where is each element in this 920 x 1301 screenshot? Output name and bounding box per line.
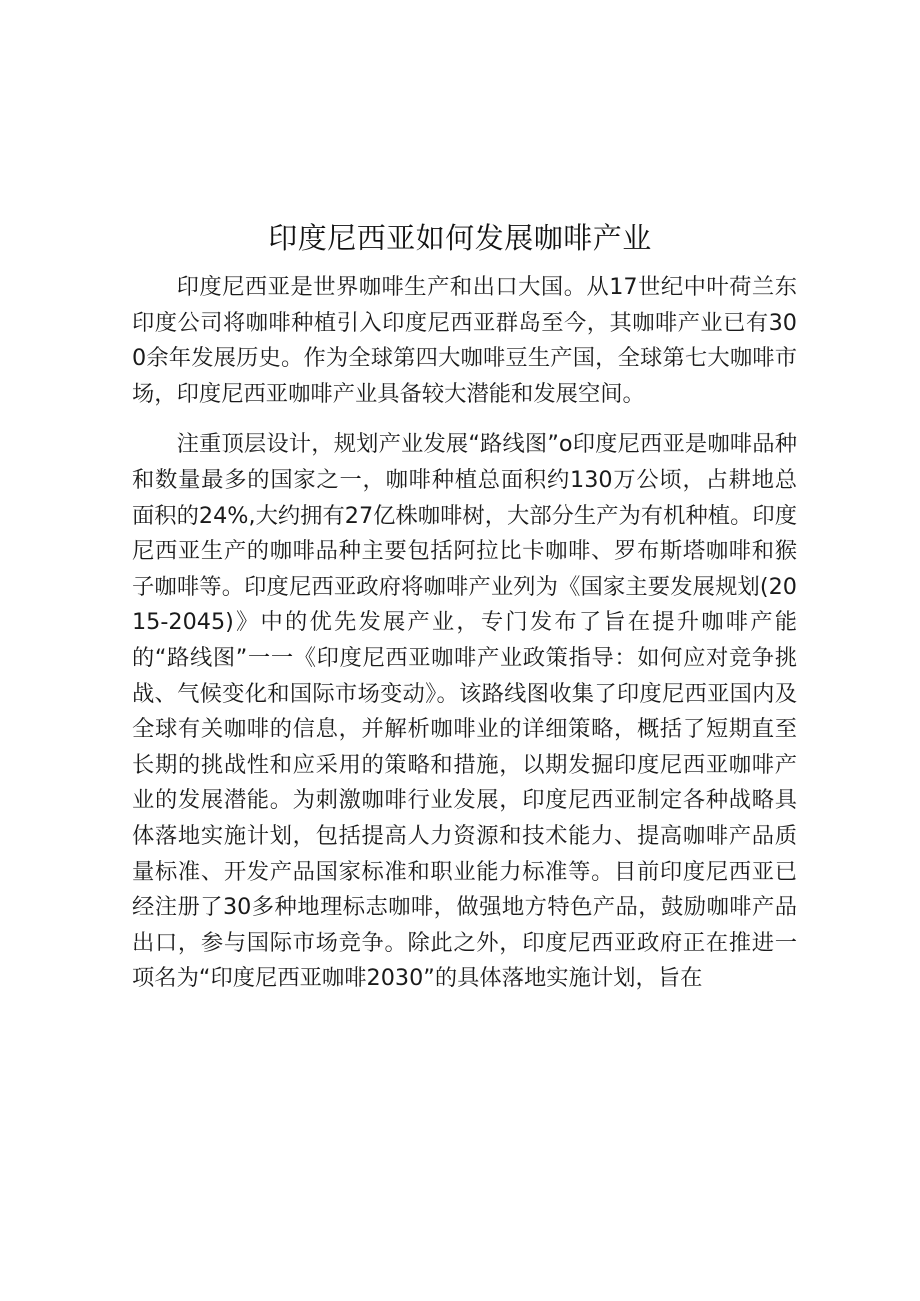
paragraph-top-level-design: 注重顶层设计，规划产业发展“路线图”o印度尼西亚是咖啡品种和数量最多的国家之一，咖啡种植总面积约130万公顷，占耕地总面积的24%,大约拥有27亿株咖啡树，大部分生产为有机种植。印度尼西亚生产的咖啡品种主要包括阿拉比卡咖啡、罗布斯塔咖啡和猴子咖啡等。印度尼西亚政府将咖啡产业列为《国家主要发展规划(2015-2045)》中的优先发展产业，专门发布了旨在提升咖啡产能的“路线图”一一《印度尼西亚咖啡产业政策指导：如何应对竞争挑战、气候变化和国际市场变动》。该路线图收集了印度尼西亚国内及全球有关咖啡的信息，并解析咖啡业的详细策略，概括了短期直至长期的挑战性和应采用的策略和措施，以期发掘印度尼西亚咖啡产业的发展潜能。为刺激咖啡行业发展，印度尼西亚制定各种战略具体落地实施计划，包括提高人力资源和技术能力、提高咖啡产品质量标准、开发产品国家标准和职业能力标准等。目前印度尼西亚已经注册了30多种地理标志咖啡，做强地方特色产品，鼓励咖啡产品出口，参与国际市场竞争。除此之外，印度尼西亚政府正在推进一项名为“印度尼西亚咖啡2030”的具体落地实施计划，旨在: [132, 431, 797, 992]
document-title: 印度尼西亚如何发展咖啡产业: [268, 221, 652, 255]
paragraph-intro: 印度尼西亚是世界咖啡生产和出口大国。从17世纪中叶荷兰东印度公司将咖啡种植引入印度尼西亚群岛至今，其咖啡产业已有300余年发展历史。作为全球第四大咖啡豆生产国，全球第七大咖啡市场，印度尼西亚咖啡产业具备较大潜能和发展空间。: [132, 274, 797, 407]
document-body: [132, 270, 797, 997]
